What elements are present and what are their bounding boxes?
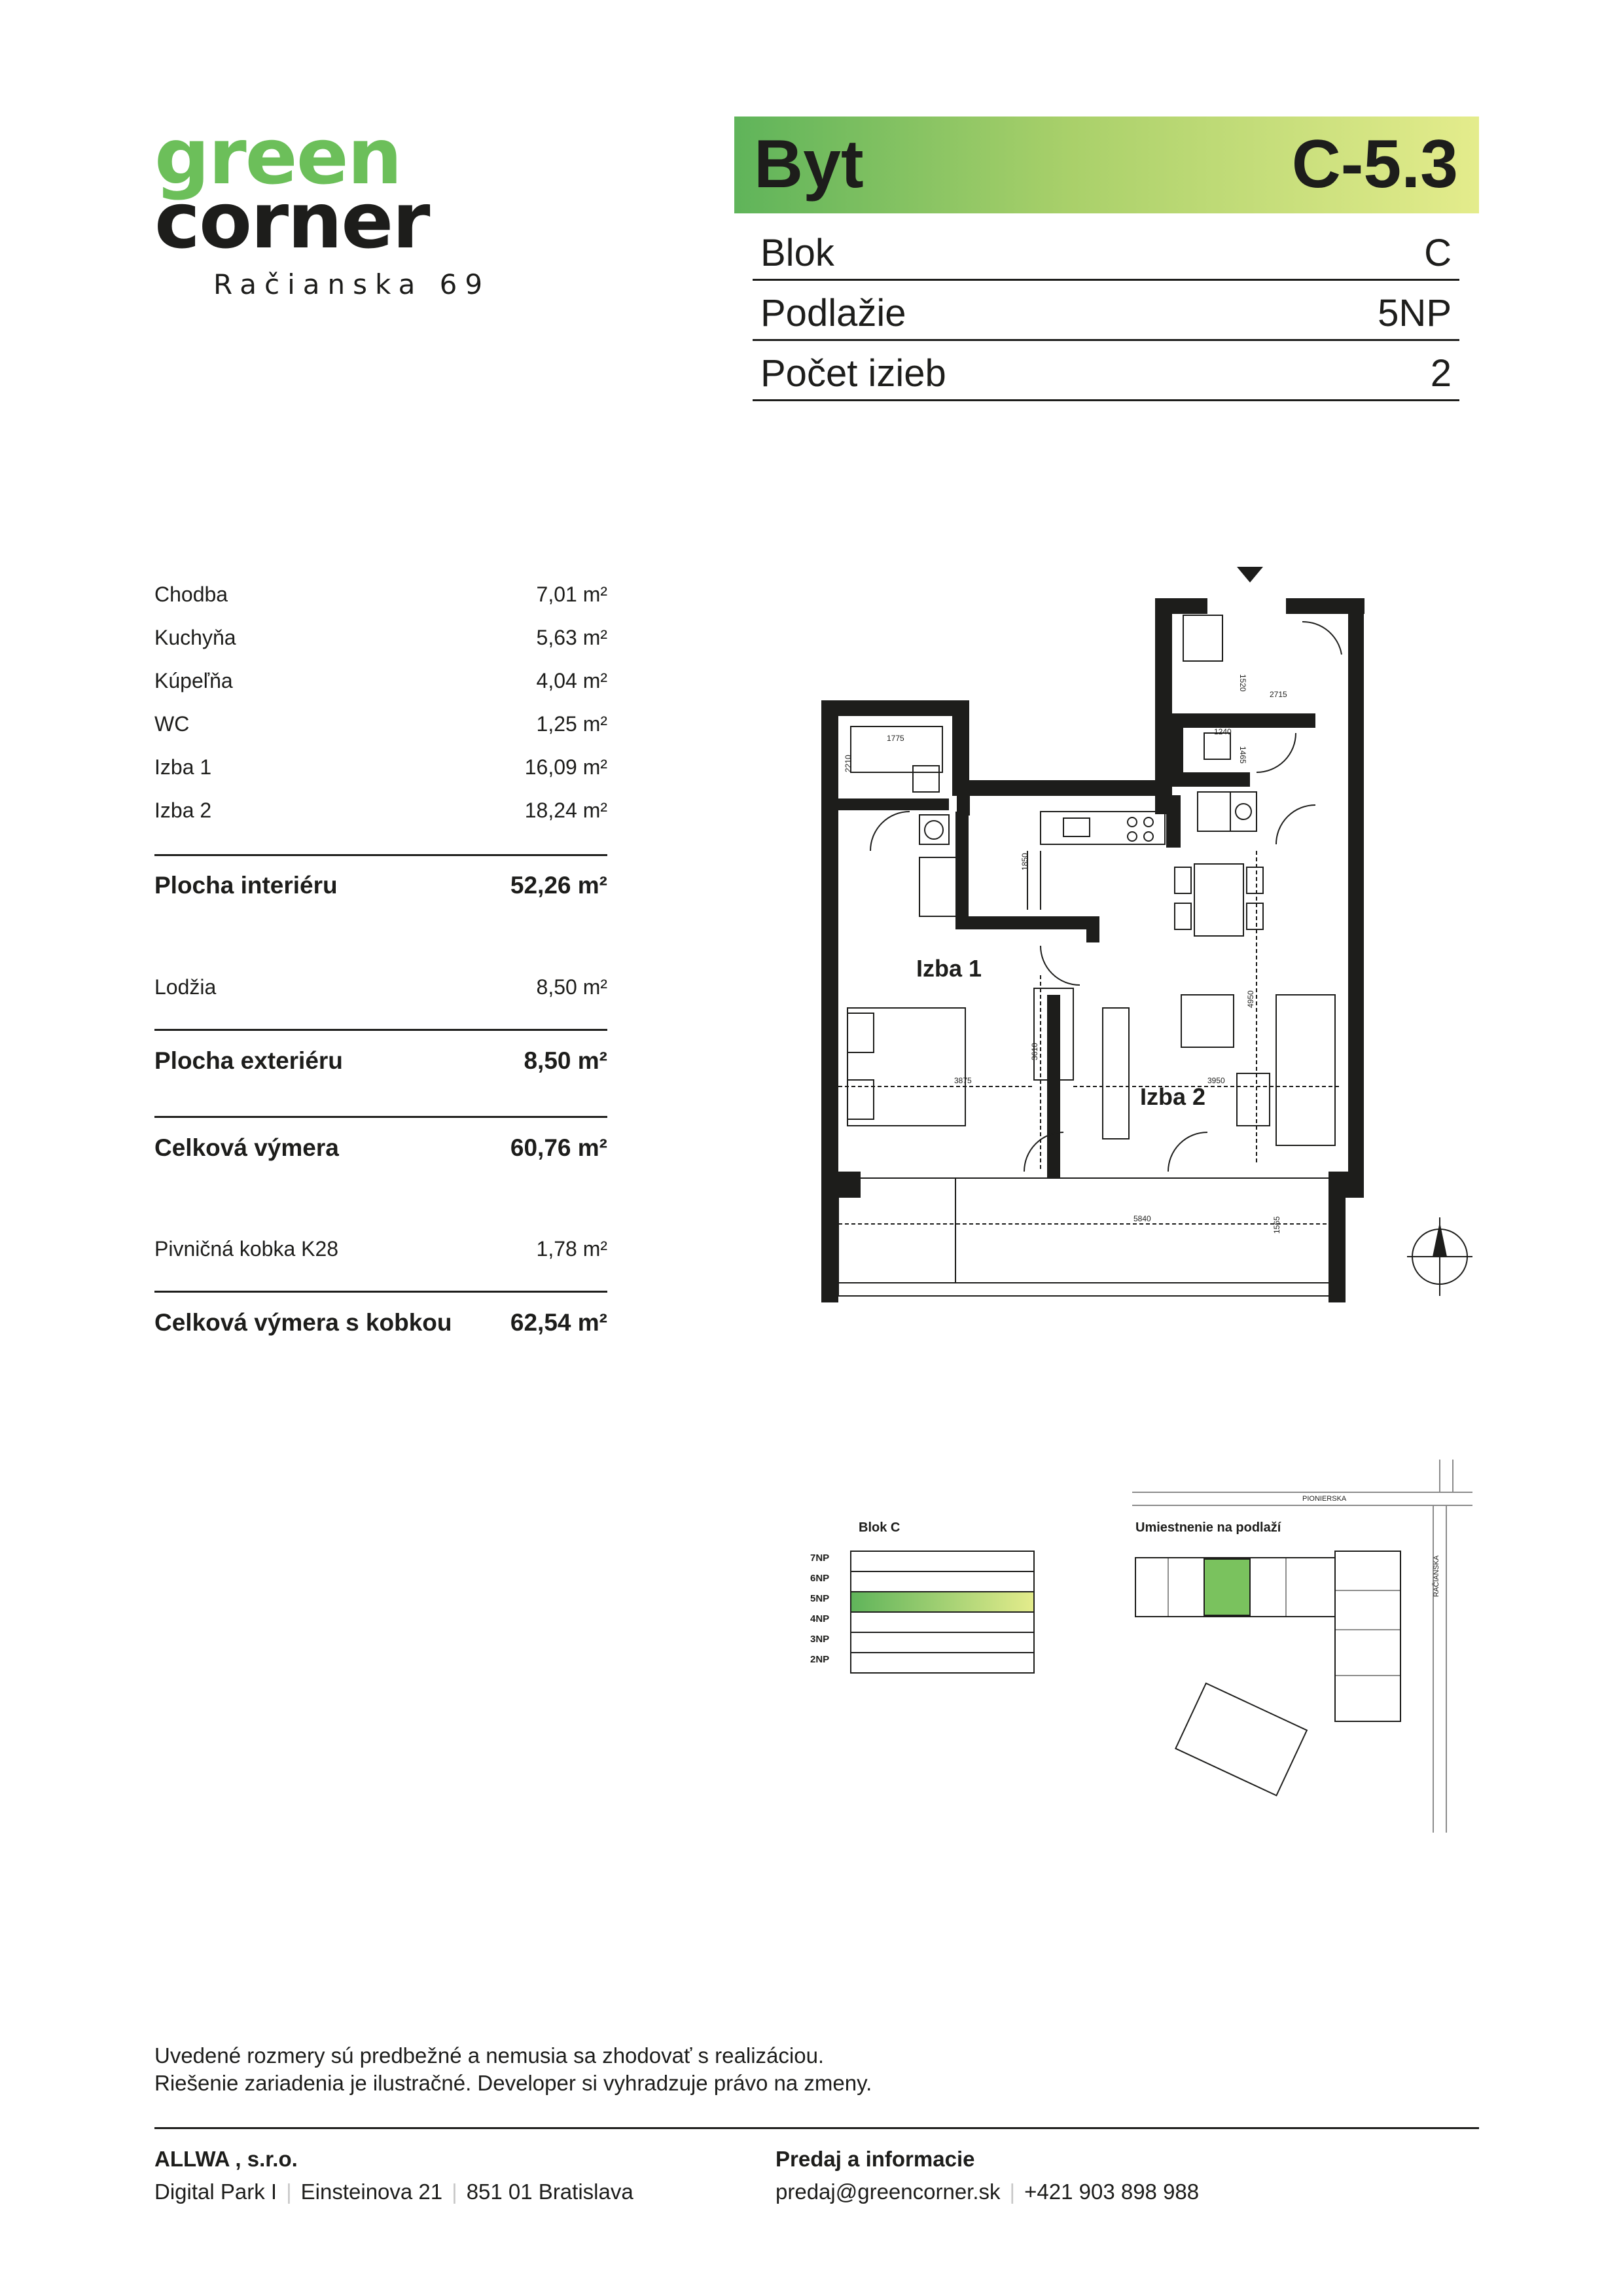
info-row-block — [753, 220, 1459, 281]
info-row-rooms — [753, 340, 1459, 401]
apartment-location — [1204, 1559, 1250, 1615]
dimension-label: 1565 — [1272, 1216, 1281, 1234]
placement-title: Umiestnenie na podlaží — [1135, 1520, 1281, 1535]
divider — [154, 1291, 607, 1293]
compass-icon — [1407, 1217, 1472, 1296]
floor-label: 7NP — [810, 1552, 830, 1564]
dimension-label: 1850 — [1020, 853, 1029, 870]
area-name: Pivničná kobka K28 — [154, 1237, 339, 1261]
area-value: 62,54 m² — [510, 1309, 607, 1336]
dimension-label: 1775 — [887, 734, 904, 743]
disclaimer-line: Uvedené rozmery sú predbežné a nemusia sa zhodovať s realizáciou. — [154, 2043, 825, 2068]
dimension-label: 3610 — [1030, 1043, 1039, 1060]
floor-label: 5NP — [810, 1593, 830, 1604]
area-value: 8,50 m² — [536, 975, 607, 999]
address-part: 851 01 Bratislava — [466, 2179, 633, 2204]
area-name: Celková výmera s kobkou — [154, 1309, 452, 1336]
floor-label: 3NP — [810, 1634, 830, 1645]
address-part: Einsteinova 21 — [300, 2179, 443, 2204]
area-name: Chodba — [154, 583, 228, 606]
area-value: 4,04 m² — [536, 669, 607, 692]
block-title: Blok C — [859, 1520, 901, 1535]
area-name: Plocha interiéru — [154, 872, 338, 899]
area-name: Plocha exteriéru — [154, 1047, 343, 1074]
divider — [154, 854, 607, 856]
area-value: 52,26 m² — [510, 872, 607, 899]
dimension-label: 1520 — [1238, 674, 1247, 692]
entrance-arrow-icon — [1237, 567, 1263, 583]
area-name: Celková výmera — [154, 1134, 339, 1161]
separator: | — [1009, 2179, 1016, 2204]
header-band — [734, 117, 1479, 213]
room-label-izba1: Izba 1 — [916, 955, 982, 982]
company-name — [154, 2147, 298, 2172]
area-value: 60,76 m² — [510, 1134, 607, 1161]
area-value: 1,78 m² — [536, 1237, 607, 1261]
logo — [154, 111, 495, 300]
divider — [154, 1116, 607, 1118]
area-name: Lodžia — [154, 975, 217, 999]
sales-label: Predaj a informacie — [776, 2147, 975, 2171]
dimension-label: 4950 — [1246, 990, 1255, 1008]
area-name: WC — [154, 712, 190, 736]
dimension-label: 1240 — [1214, 727, 1232, 736]
street-label: RAČIANSKA — [1433, 1555, 1440, 1597]
floor-label: 4NP — [810, 1613, 830, 1624]
sales-title — [776, 2147, 974, 2172]
floor-label: 6NP — [810, 1573, 830, 1584]
area-name: Izba 2 — [154, 798, 212, 822]
header-label: Byt — [754, 126, 864, 202]
separator: | — [286, 2179, 292, 2204]
area-value: 8,50 m² — [524, 1047, 607, 1074]
disclaimer-line: Riešenie zariadenia je ilustračné. Developer si vyhradzuje právo na zmeny. — [154, 2071, 872, 2095]
company-address — [154, 2179, 633, 2204]
street-label: PIONIERSKA — [1302, 1495, 1347, 1503]
area-value: 5,63 m² — [536, 626, 607, 649]
area-value: 18,24 m² — [524, 798, 607, 822]
logo-address: Račianska 69 — [213, 268, 491, 300]
sales-contact — [776, 2179, 1199, 2204]
info-value: 5NP — [1378, 292, 1452, 334]
divider — [154, 1029, 607, 1031]
logo-corner: corner — [154, 175, 429, 266]
info-key: Podlažie — [760, 292, 906, 334]
address-part: Digital Park I — [154, 2179, 277, 2204]
email-link[interactable]: predaj@greencorner.sk — [776, 2179, 1001, 2204]
info-key: Blok — [760, 232, 834, 274]
floor-plan — [812, 563, 1492, 1316]
dimension-label: 2210 — [844, 755, 853, 772]
area-name: Kuchyňa — [154, 626, 236, 649]
area-value: 1,25 m² — [536, 712, 607, 736]
area-name: Kúpeľňa — [154, 669, 233, 692]
area-name: Izba 1 — [154, 755, 212, 779]
area-value: 7,01 m² — [536, 583, 607, 606]
disclaimer — [154, 2042, 872, 2097]
area-value: 16,09 m² — [524, 755, 607, 779]
info-value: 2 — [1430, 352, 1452, 395]
company-label: ALLWA , s.r.o. — [154, 2147, 298, 2171]
room-label-izba2: Izba 2 — [1140, 1083, 1206, 1110]
info-key: Počet izieb — [760, 352, 946, 395]
dimension-label: 3950 — [1207, 1076, 1225, 1085]
highlight-floor — [851, 1592, 1034, 1612]
info-row-floor — [753, 280, 1459, 341]
apartment-code: C-5.3 — [1291, 126, 1458, 202]
dimension-label: 2715 — [1270, 690, 1287, 699]
logo-green: green — [154, 111, 401, 202]
dimension-label: 3875 — [954, 1076, 972, 1085]
site-locator — [798, 1453, 1486, 1846]
footer-divider — [154, 2127, 1479, 2129]
dimension-label: 1465 — [1238, 746, 1247, 764]
separator: | — [452, 2179, 457, 2204]
dimension-label: 5840 — [1133, 1214, 1151, 1223]
info-value: C — [1424, 232, 1452, 274]
floor-label: 2NP — [810, 1654, 830, 1665]
phone-link[interactable]: +421 903 898 988 — [1024, 2179, 1200, 2204]
